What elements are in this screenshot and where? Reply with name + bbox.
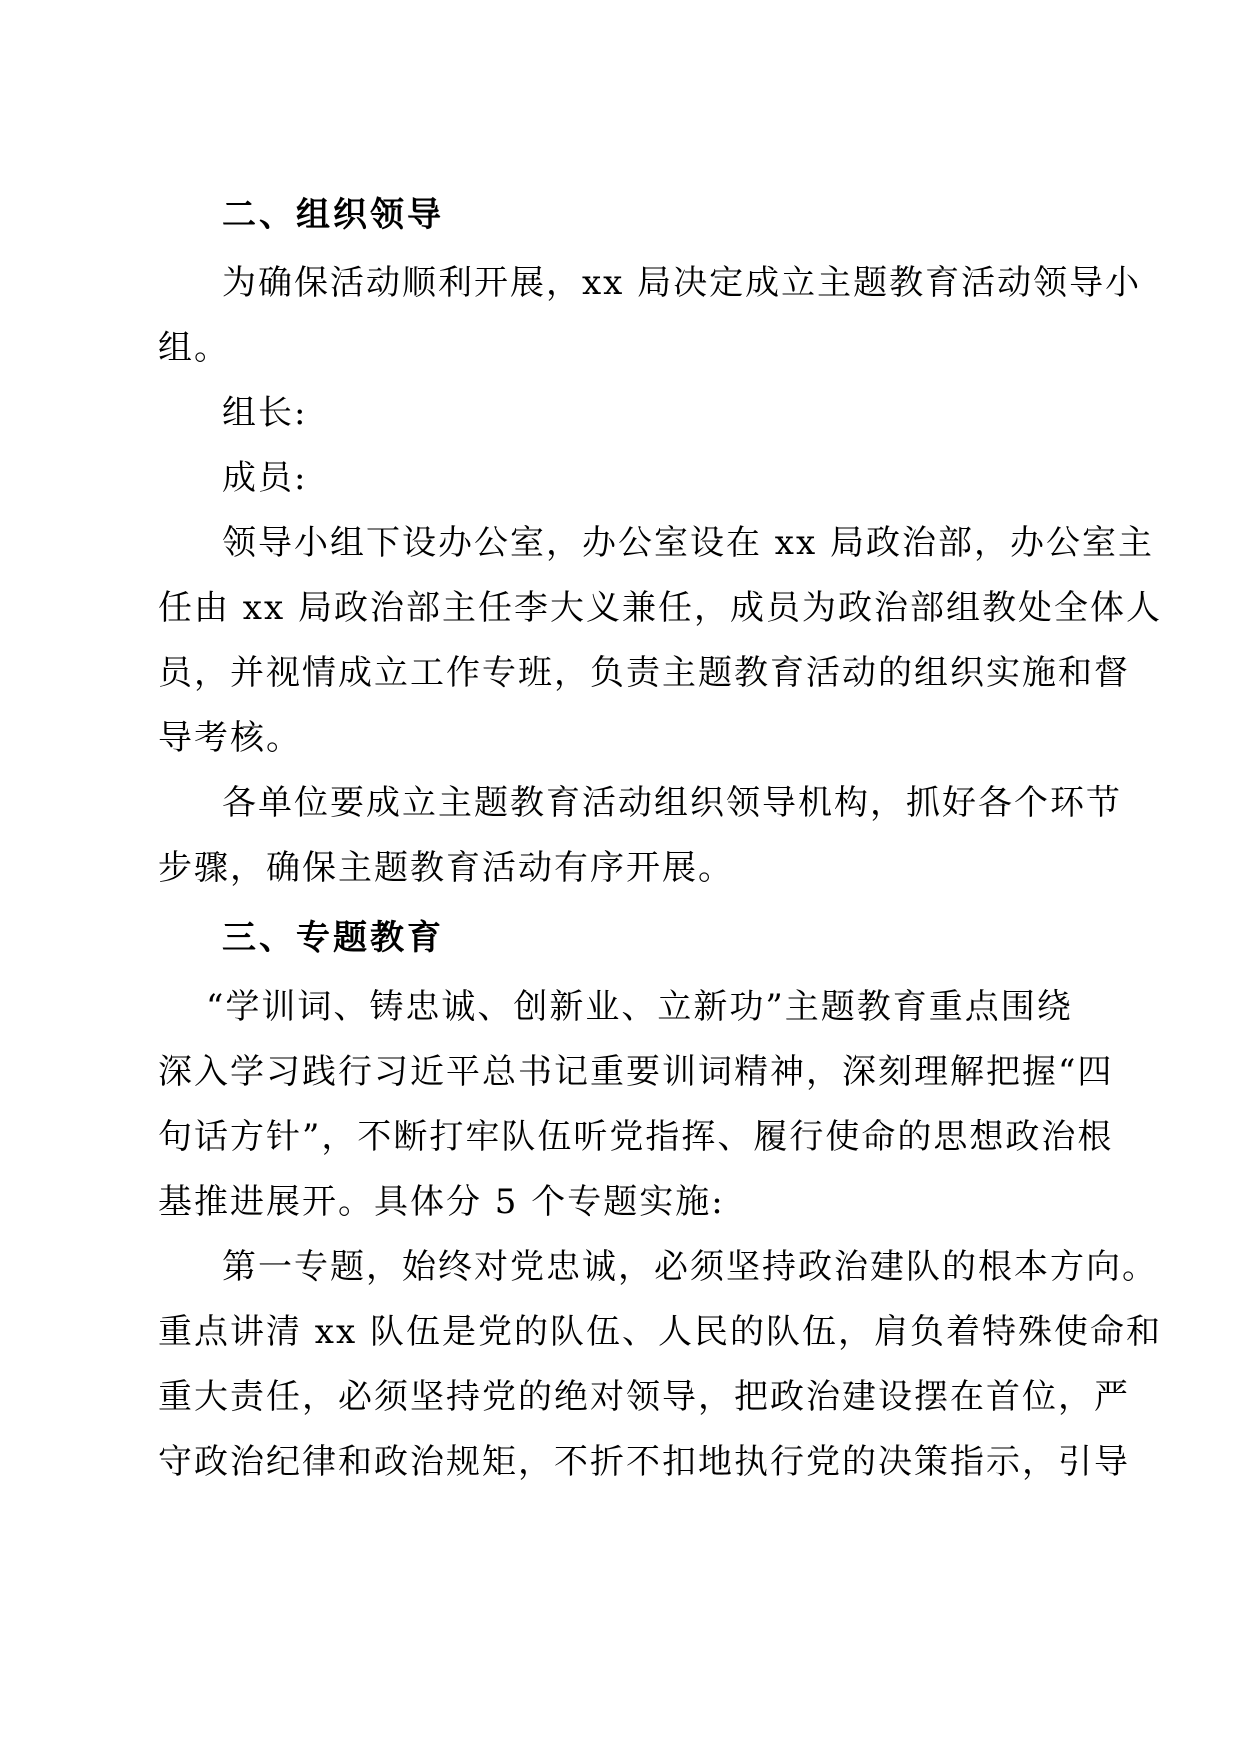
paragraph-line: 守政治纪律和政治规矩，不折不扣地执行党的决策指示，引导 <box>158 1442 1130 1482</box>
paragraph-line: 第一专题，始终对党忠诚，必须坚持政治建队的根本方向。 <box>222 1247 1158 1287</box>
paragraph-line: 重大责任，必须坚持党的绝对领导，把政治建设摆在首位，严 <box>158 1377 1130 1417</box>
paragraph-line: 员，并视情成立工作专班，负责主题教育活动的组织实施和督 <box>158 653 1130 693</box>
paragraph-line: 基推进展开。具体分 5 个专题实施: <box>158 1182 725 1222</box>
paragraph-line: 步骤，确保主题教育活动有序开展。 <box>158 848 734 888</box>
leader-label: 组长: <box>222 393 308 433</box>
paragraph-line: 各单位要成立主题教育活动组织领导机构，抓好各个环节 <box>222 783 1122 823</box>
members-label: 成员: <box>222 458 308 498</box>
paragraph-line: 导考核。 <box>158 718 302 758</box>
paragraph-line: 为确保活动顺利开展，xx 局决定成立主题教育活动领导小 <box>222 263 1142 303</box>
section-heading-education: 三、专题教育 <box>222 918 444 958</box>
section-heading-organization: 二、组织领导 <box>222 195 444 235</box>
paragraph-line: 句话方针”，不断打牢队伍听党指挥、履行使命的思想政治根 <box>158 1117 1114 1157</box>
paragraph-line: 组。 <box>158 328 230 368</box>
paragraph-line: 领导小组下设办公室，办公室设在 xx 局政治部，办公室主 <box>222 523 1154 563</box>
paragraph-line: 深入学习践行习近平总书记重要训词精神，深刻理解把握“四 <box>158 1052 1114 1092</box>
paragraph-line: “学训词、铸忠诚、创新业、立新功”主题教育重点围绕 <box>206 987 1073 1027</box>
paragraph-line: 重点讲清 xx 队伍是党的队伍、人民的队伍，肩负着特殊使命和 <box>158 1312 1162 1352</box>
paragraph-line: 任由 xx 局政治部主任李大义兼任，成员为政治部组教处全体人 <box>158 588 1162 628</box>
